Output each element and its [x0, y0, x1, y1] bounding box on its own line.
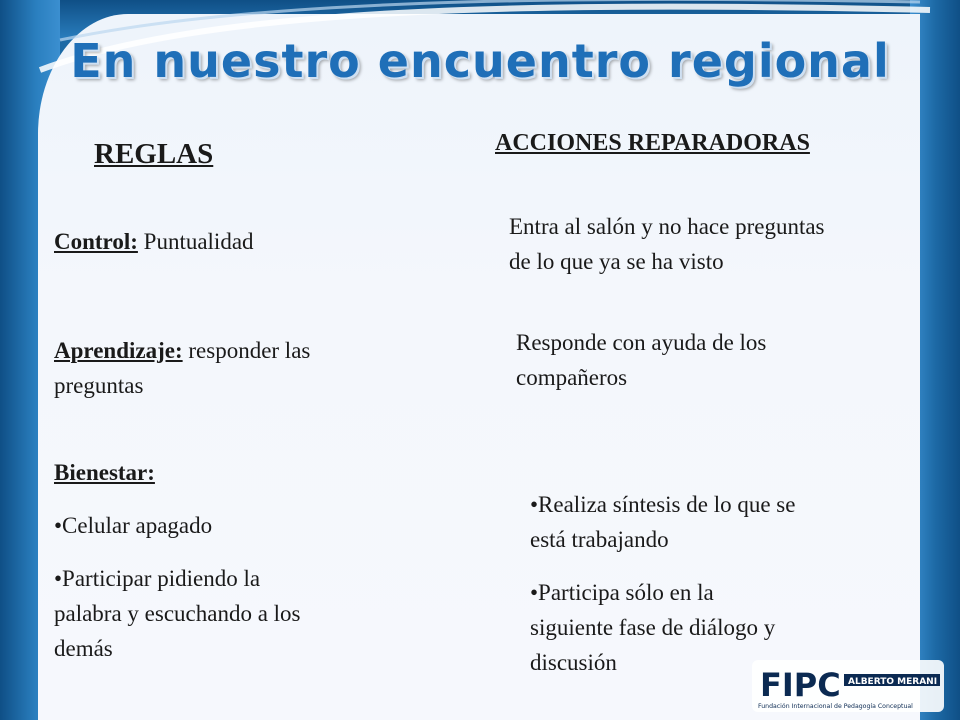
- aprendizaje-label: Aprendizaje:: [54, 338, 183, 363]
- accion-2: Responde con ayuda de los compañeros: [516, 330, 767, 390]
- bienestar-label: Bienestar:: [54, 460, 155, 485]
- acciones-heading: ACCIONES REPARADORAS: [495, 130, 810, 156]
- control-label: Control:: [54, 229, 138, 254]
- logo-tagline: Fundación Internacional de Pedagogía Conceptual: [758, 703, 913, 710]
- control-text: Puntualidad: [143, 229, 254, 254]
- logo-mark: FIPC: [760, 666, 841, 704]
- aprendizaje-rule: [54, 333, 310, 403]
- bienestar-bullet-2: •Participar pidiendo la palabra y escuchando a los demás: [54, 566, 301, 661]
- accion-4: •Participa sólo en la siguiente fase de diálogo y discusión: [530, 580, 776, 675]
- control-rule: [54, 224, 254, 259]
- reglas-heading: REGLAS: [94, 138, 214, 170]
- logo-name: ALBERTO MERANI: [848, 677, 938, 687]
- bienestar-bullet-1: •Celular apagado: [54, 513, 213, 538]
- aprendizaje-text-2: preguntas: [54, 373, 144, 398]
- aprendizaje-text: responder las: [188, 338, 311, 363]
- accion-1: Entra al salón y no hace preguntas de lo que ya se ha visto: [509, 214, 825, 274]
- accion-3: •Realiza síntesis de lo que se está trabajando: [530, 492, 796, 552]
- slide-title: En nuestro encuentro regional: [70, 34, 890, 88]
- fipc-logo: [752, 660, 944, 712]
